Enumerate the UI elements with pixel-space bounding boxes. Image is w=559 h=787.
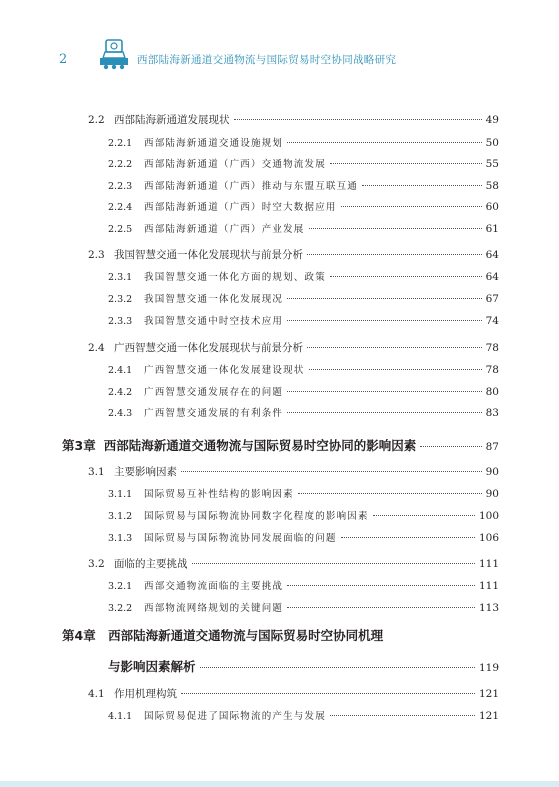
dot-leader	[373, 515, 475, 516]
section-title: 作用机理构筑	[114, 688, 177, 700]
subsection-number: 2.2.1	[108, 138, 133, 149]
chapter-title: 西部陆海新通道交通物流与国际贸易时空协同机理	[108, 628, 384, 643]
subsection-title: 西部陆海新通道（广西）推动与东盟互联互通	[144, 181, 359, 192]
dot-leader	[192, 563, 475, 564]
page-ref: 121	[478, 710, 499, 722]
subsection-number: 3.2.1	[108, 581, 133, 592]
section-number: 2.4	[88, 342, 105, 354]
toc-section-row[interactable]	[88, 112, 499, 127]
subsection-title: 西部陆海新通道交通设施规划	[144, 138, 284, 149]
subsection-number: 3.1.1	[108, 489, 133, 500]
subsection-number: 2.3.2	[108, 294, 133, 305]
page-header	[0, 0, 559, 90]
page-ref: 74	[485, 315, 499, 327]
toc-subsection-row[interactable]	[108, 362, 499, 376]
page-ref: 64	[485, 249, 499, 261]
subsection-title: 西部陆海新通道（广西）交通物流发展	[144, 159, 326, 170]
section-title: 广西智慧交通一体化发展现状与前景分析	[114, 342, 303, 354]
dot-leader	[200, 667, 475, 668]
toc-subsection-row[interactable]	[108, 578, 499, 592]
page-ref: 80	[485, 386, 499, 398]
toc-subsection-row[interactable]	[108, 486, 499, 500]
toc-subsection-row[interactable]	[108, 405, 499, 419]
toc-subsection-row[interactable]	[108, 221, 499, 235]
subsection-title: 广西智慧交通一体化发展建设现状	[144, 365, 305, 376]
page-ref: 87	[485, 441, 499, 453]
subsection-number: 2.3.1	[108, 272, 133, 283]
toc-chapter-row[interactable]	[62, 436, 499, 454]
dot-leader	[330, 715, 475, 716]
toc-section-row[interactable]	[88, 556, 499, 571]
dot-leader	[341, 537, 475, 538]
page-ref: 119	[478, 662, 499, 674]
dot-leader	[307, 254, 482, 255]
subsection-number: 3.1.3	[108, 533, 133, 544]
toc-subsection-row[interactable]	[108, 291, 499, 305]
dot-leader	[287, 298, 482, 299]
section-title: 面临的主要挑战	[114, 558, 188, 570]
running-title: 西部陆海新通道交通物流与国际贸易时空协同战略研究	[137, 54, 397, 66]
page-ref: 78	[485, 342, 499, 354]
section-number: 3.1	[88, 466, 105, 478]
subsection-title: 我国智慧交通中时空技术应用	[144, 316, 284, 327]
page-bottom-band	[0, 781, 559, 787]
page-ref: 67	[485, 293, 499, 305]
subsection-number: 2.4.2	[108, 387, 133, 398]
dot-leader	[287, 391, 482, 392]
toc-chapter-row-continuation[interactable]	[108, 657, 499, 675]
toc-subsection-row[interactable]	[108, 530, 499, 544]
dot-leader	[181, 471, 482, 472]
toc-subsection-row[interactable]	[108, 156, 499, 170]
toc-section-row[interactable]	[88, 247, 499, 262]
page-ref: 78	[485, 364, 499, 376]
subsection-number: 2.2.2	[108, 159, 133, 170]
dot-leader	[287, 142, 482, 143]
section-number: 2.3	[88, 249, 105, 261]
subsection-number: 3.2.2	[108, 603, 133, 614]
subsection-number: 2.4.3	[108, 408, 133, 419]
page-ref: 121	[478, 688, 499, 700]
section-title: 西部陆海新通道发展现状	[114, 114, 230, 126]
toc-section-row[interactable]	[88, 340, 499, 355]
section-number: 2.2	[88, 114, 105, 126]
dot-leader	[234, 119, 482, 120]
subsection-title: 西部物流网络规划的关键问题	[144, 603, 284, 614]
section-title: 主要影响因素	[114, 466, 177, 478]
page-ref: 58	[485, 180, 499, 192]
subsection-title: 西部陆海新通道（广西）时空大数据应用	[144, 202, 337, 213]
page-ref: 90	[485, 466, 499, 478]
chapter-number: 第3章	[62, 438, 96, 453]
page-number: 2	[59, 52, 68, 67]
page-ref: 106	[478, 532, 499, 544]
subsection-title: 西部陆海新通道（广西）产业发展	[144, 224, 305, 235]
toc-subsection-row[interactable]	[108, 508, 499, 522]
dot-leader	[287, 412, 482, 413]
dot-leader	[298, 493, 482, 494]
subsection-number: 2.2.5	[108, 224, 133, 235]
subsection-number: 2.2.4	[108, 202, 133, 213]
section-number: 4.1	[88, 688, 105, 700]
dot-leader	[309, 369, 482, 370]
subsection-number: 4.1.1	[108, 711, 133, 722]
toc-subsection-row[interactable]	[108, 199, 499, 213]
subsection-number: 3.1.2	[108, 511, 133, 522]
dot-leader	[330, 163, 482, 164]
subsection-title: 广西智慧交通发展的有利条件	[144, 408, 284, 419]
subsection-number: 2.3.3	[108, 316, 133, 327]
dot-leader	[287, 607, 475, 608]
dot-leader	[341, 206, 482, 207]
chapter-number: 第4章	[62, 628, 96, 643]
subsection-title: 广西智慧交通发展存在的问题	[144, 387, 284, 398]
subsection-number: 2.2.3	[108, 181, 133, 192]
toc-subsection-row[interactable]	[108, 708, 499, 722]
subsection-title: 国际贸易互补性结构的影响因素	[144, 489, 294, 500]
subsection-title: 国际贸易促进了国际物流的产生与发展	[144, 711, 326, 722]
toc-section-row[interactable]	[88, 686, 499, 701]
dot-leader	[181, 693, 475, 694]
page-ref: 111	[478, 558, 499, 570]
subsection-title: 国际贸易与国际物流协同发展面临的问题	[144, 533, 337, 544]
dot-leader	[330, 276, 482, 277]
dot-leader	[420, 446, 481, 447]
subsection-title: 我国智慧交通一体化发展现况	[144, 294, 284, 305]
dot-leader	[307, 347, 482, 348]
section-number: 3.2	[88, 558, 105, 570]
page-ref: 49	[485, 114, 499, 126]
page-ref: 113	[478, 602, 499, 614]
toc-section-row[interactable]	[88, 464, 499, 479]
dot-leader	[287, 585, 475, 586]
page-ref: 50	[485, 137, 499, 149]
subsection-number: 2.4.1	[108, 365, 133, 376]
subsection-title: 我国智慧交通一体化方面的规划、政策	[144, 272, 326, 283]
dot-leader	[309, 228, 482, 229]
page-ref: 90	[485, 488, 499, 500]
toc-subsection-row[interactable]	[108, 384, 499, 398]
page-ref: 55	[485, 158, 499, 170]
toc-subsection-row[interactable]	[108, 313, 499, 327]
toc-subsection-row[interactable]	[108, 135, 499, 149]
toc-subsection-row[interactable]	[108, 269, 499, 283]
dot-leader	[287, 320, 482, 321]
chapter-title-continued: 与影响因素解析	[108, 659, 196, 674]
toc-subsection-row[interactable]	[108, 178, 499, 192]
section-title: 我国智慧交通一体化发展现状与前景分析	[114, 249, 303, 261]
subsection-title: 国际贸易与国际物流协同数字化程度的影响因素	[144, 511, 369, 522]
page-ref: 64	[485, 271, 499, 283]
page-ref: 111	[478, 580, 499, 592]
subsection-title: 西部交通物流面临的主要挑战	[144, 581, 284, 592]
page-ref: 83	[485, 407, 499, 419]
chapter-title: 西部陆海新通道交通物流与国际贸易时空协同的影响因素	[103, 438, 417, 453]
page-ref: 60	[485, 201, 499, 213]
toc-subsection-row[interactable]	[108, 600, 499, 614]
page-ref: 100	[478, 510, 499, 522]
train-truck-logo-icon	[97, 38, 131, 72]
dot-leader	[362, 185, 482, 186]
toc-chapter-row[interactable]	[62, 626, 383, 644]
page-ref: 61	[485, 223, 499, 235]
